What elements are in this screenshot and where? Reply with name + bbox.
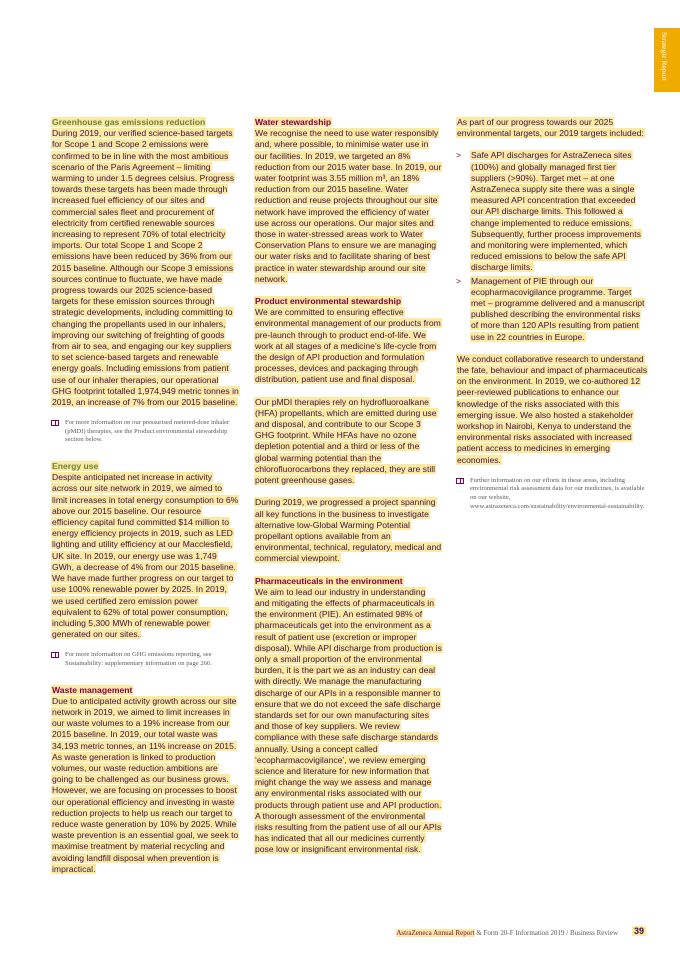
product-body-3: During 2019, we progressed a project spanning all key functions in the business to investigate alternative low-Global Warming Potential propellant options available from an environmental, technical, regulatory, medical and commercial viewpoint.	[255, 497, 442, 564]
energy-note: For more information on GHG emissions reporting, see Sustainability: supplementary information on page 266.	[51, 651, 239, 668]
book-icon	[456, 478, 464, 484]
column-2	[254, 117, 442, 867]
energy-body: Despite anticipated net increase in activity across our site network in 2019, we aimed to limit increases in total energy consumption to 6% above our 2015 baseline. Our resource efficiency capital fund committed $14 million to energy efficiency projects in 2019, such as LED lighting and utility efficiency at our Macclesfield, UK site. In 2019, our energy use was 1,749 GWh, a decrease of 4% from our 2015 baseline. We have made further progress on our target to use 100% renewable power by 2025. In 2019, we used certified zero emission power equivalent to 62% of total power consumption, including 5,300 MWh of renewable power generated on our sites.	[52, 472, 239, 640]
list-item: > Safe API discharges for AstraZeneca sites (100%) and globally managed first tier suppliers (>90%). Target met – at one AstraZeneca supply site there was a single measured API concentration that exceeded our API discharge limits. This followed a change implemented to reduce emissions. Subsequently, further process improvements and monitoring were implemented, which reduced emissions to below the safe API discharge limits.	[456, 150, 641, 273]
column-1	[51, 117, 239, 886]
chevron-right-icon: >	[456, 150, 462, 161]
pie-heading: Pharmaceuticals in the environment	[255, 575, 403, 586]
waste-body: Due to anticipated activity growth across our site network in 2019, we aimed to limit increases in our waste volumes to a 19% increase from our 2015 baseline. In 2019, our total waste was 34,193 metric tonnes, an 11% increase on 2015. As waste generation is linked to production volumes, our waste reduction ambitions are going to be challenged as our business grows. However, we are focusing on processes to boost our operational efficiency and investing in waste reduction projects to help us reach our target to reduce waste generation by 10% by 2025. While waste prevention is an essential goal, we seek to maximise treatment by material recycling and avoiding landfill disposal when prevention is impractical.	[52, 695, 239, 874]
waste-heading: Waste management	[52, 684, 133, 695]
footer-text: & Form 20-F Information 2019 / Business Review	[474, 929, 618, 937]
chevron-right-icon: >	[456, 275, 462, 286]
list-item: > Management of PIE through our ecopharmacovigilance programme. Target met – programme delivered and a manuscript published describing the environmental risks of more than 120 APIs resulting from patient use in 22 countries in Europe.	[456, 275, 645, 342]
targets-list	[456, 150, 648, 342]
column-3	[456, 117, 648, 527]
product-body-1: We are committed to ensuring effective environmental management of our products from pre-launch through to product end-of-life. We work at all stages of a medicine’s life-cycle from the design of API production and formulation processes, devices and packaging through distribution, patient use and final disposal.	[255, 307, 441, 385]
water-body: We recognise the need to use water responsibly and, where possible, to minimise water use in our facilities. In 2019, we targeted an 8% reduction from our 2015 water base. In 2019, our water footprint was 3.55 million m³, an 18% reduction from our 2015 baseline. Water reduction and reuse projects throughout our site network have improved the efficiency of water use across our operations. Our major sites and those in water-stressed areas work to Water Conservation Plans to ensure we are managing our water risks and to facilitate sharing of best practice in water stewardship around our site network.	[255, 128, 442, 284]
research-body: We conduct collaborative research to understand the fate, behaviour and impact of pharmaceuticals on the environment. In 2019, we co-authored 12 peer-reviewed publications to enhance our knowledge of the risks associated with this emerging issue. We also hosted a stakeholder workshop in Nairobi, Kenya to understand the environmental risks associated with increased patient access to medicines in emerging economies.	[457, 353, 648, 465]
ghg-body: During 2019, our verified science-based targets for Scope 1 and Scope 2 emissions were confirmed to be in line with the most ambitious scenario of the Paris Agreement – limiting warming to under 1.5 degrees celsius. Progress towards these targets has been made through increased fuel efficiency of our sites and commercial sales fleet and procurement of electricity from certified renewable sources increasing to represent 70% of total electricity imports. Our total Scope 1 and Scope 2 emissions have been reduced by 36% from our 2015 baseline. Although our Scope 3 emissions sources continue to fluctuate, we have made progress towards our 2025 science-based targets for these emission sources through strategic developments, including committing to changing the propellants used in our inhalers, improving our switching of freighting of goods from air to sea, and engaging our key suppliers to set science-based targets and renewable energy goals. Including emissions from patient use of our inhaler therapies, our operational GHG footprint totalled 1,974,949 metric tonnes in 2019, an increase of 7% from our 2015 baseline.	[52, 128, 239, 408]
water-heading: Water stewardship	[255, 117, 332, 127]
page-footer	[396, 929, 618, 937]
pie-body: We aim to lead our industry in understanding and mitigating the effects of pharmaceuticals in the environment (PIE). An estimated 98% of pharmaceuticals get into the environment as a result of patient use (excretion or improper disposal). While API discharge from production is only a small proportion of the environmental burden, it is the part we as an industry can deal with directly. We manage the manufacturing discharge of our APIs in a responsible manner to ensure that we do not exceed the safe discharge standards set for our own manufacturing sites and those of key suppliers. We review compliance with these safe discharge standards annually. Using a concept called ‘ecopharmacovigilance’, we review emerging science and literature for new information that might change the way we assess and manage any environmental risks associated with our products through patient use and API production. A thorough assessment of the environmental risks resulting from the patient use of all our APIs has indicated that all our medicines currently pose low or insignificant environmental risk.	[255, 586, 442, 855]
targets-intro: As part of our progress towards our 2025 environmental targets, our 2019 targets included:	[457, 117, 644, 139]
energy-heading: Energy use	[52, 461, 99, 472]
section-tab-label: Strategic Report	[660, 32, 669, 81]
page-number: 39	[634, 926, 645, 936]
ghg-note: For more information on our pressurised metered-dose inhaler (pMDI) therapies, see the Product environmental stewardship section below.	[51, 419, 239, 445]
website-note: Further information on our efforts in these areas, including environmental risk assessment data for our medicines, is available on our website, www.astrazeneca.com/sustainability/environmental-sustainability.	[456, 477, 648, 511]
book-icon	[51, 420, 59, 426]
section-tab	[654, 28, 680, 92]
book-icon	[51, 652, 59, 658]
ghg-heading: Greenhouse gas emissions reduction	[52, 117, 206, 127]
footer-brand: AstraZeneca Annual Report	[396, 929, 475, 937]
product-heading: Product environmental stewardship	[255, 296, 402, 307]
product-body-2: Our pMDI therapies rely on hydrofluoroalkane (HFA) propellants, which are emitted during use and disposal, and contribute to our Scope 3 GHG footprint. While HFAs have no ozone depletion potential and a third or less of the global warming potential than the chlorofluorocarbons they replaced, they are still potent greenhouse gases.	[255, 396, 437, 486]
